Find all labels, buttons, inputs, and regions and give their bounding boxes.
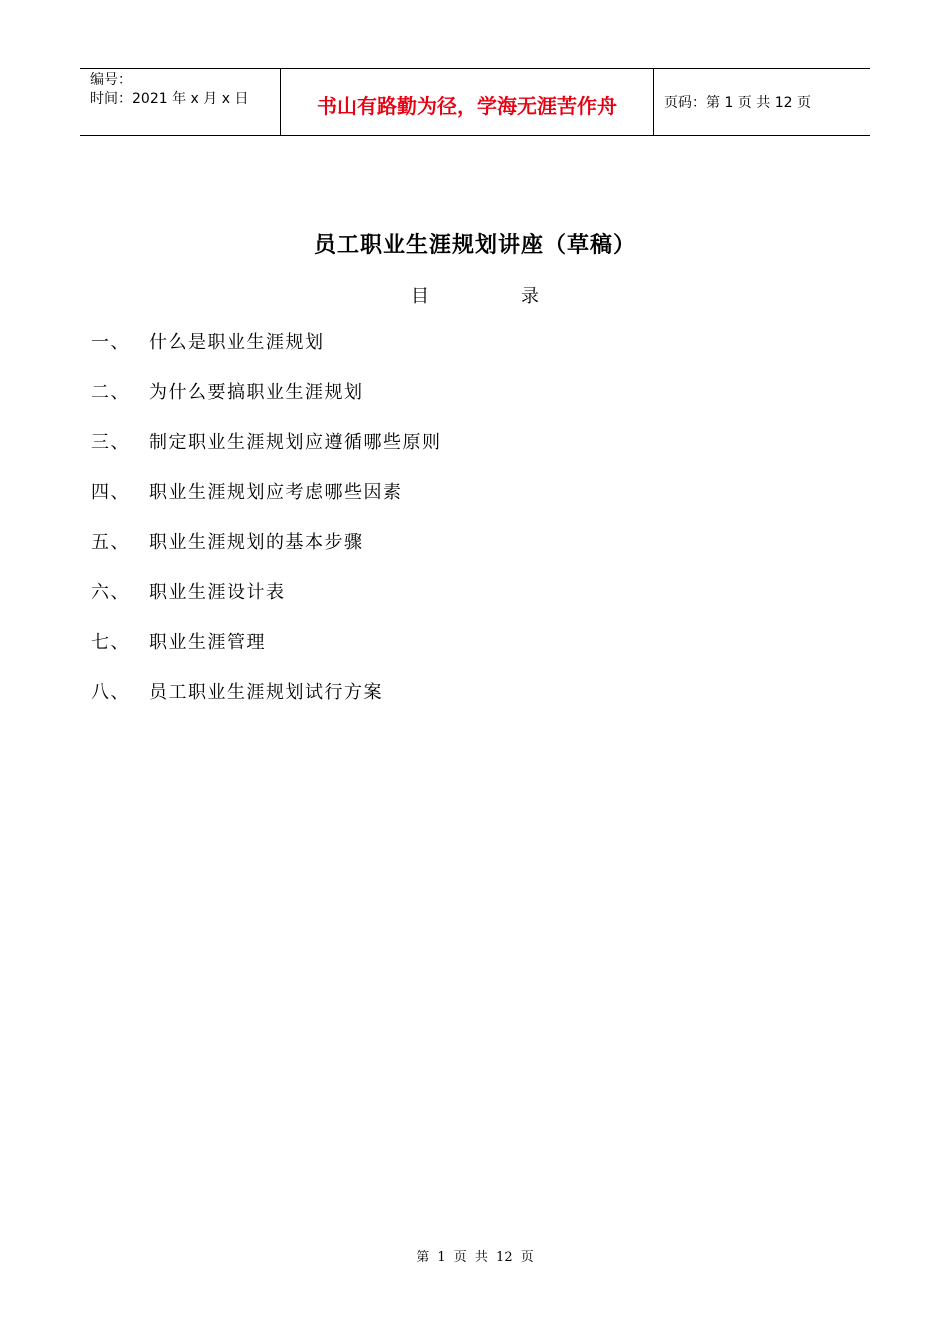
header-motto: 书山有路勤为径，学海无涯苦作舟	[317, 93, 617, 118]
header-page-info: 页码：第 1 页 共 12 页	[664, 95, 811, 111]
toc-item-number: 八、	[91, 682, 130, 703]
page-header	[80, 68, 870, 136]
toc-item	[91, 378, 442, 428]
toc-item-number: 三、	[91, 432, 130, 453]
toc-heading-char-1: 目	[411, 286, 429, 307]
toc-item	[91, 628, 442, 678]
toc-item-text: 为什么要搞职业生涯规划	[149, 382, 364, 403]
table-of-contents	[91, 328, 442, 728]
page-footer: 第 1 页 共 12 页	[416, 1250, 534, 1265]
toc-item-number: 五、	[91, 532, 130, 553]
document-number-label: 编号：	[90, 72, 132, 88]
toc-item-text: 职业生涯设计表	[149, 582, 286, 603]
toc-item-text: 职业生涯管理	[149, 632, 266, 653]
toc-item-text: 制定职业生涯规划应遵循哪些原则	[149, 432, 442, 453]
toc-item	[91, 678, 442, 728]
header-page-cell	[654, 69, 870, 135]
header-motto-cell	[281, 69, 654, 135]
toc-item-text: 员工职业生涯规划试行方案	[149, 682, 383, 703]
toc-item-text: 职业生涯规划应考虑哪些因素	[149, 482, 403, 503]
toc-item	[91, 478, 442, 528]
toc-item-text: 什么是职业生涯规划	[149, 332, 325, 353]
header-meta-cell	[80, 69, 281, 135]
toc-item	[91, 578, 442, 628]
toc-item	[91, 328, 442, 378]
toc-item-number: 二、	[91, 382, 130, 403]
toc-item-number: 七、	[91, 632, 130, 653]
toc-item-number: 一、	[91, 332, 130, 353]
toc-item	[91, 428, 442, 478]
toc-item-text: 职业生涯规划的基本步骤	[149, 532, 364, 553]
toc-item	[91, 528, 442, 578]
toc-item-number: 四、	[91, 482, 130, 503]
document-time-label: 时间：2021 年 x 月 x 日	[90, 91, 249, 107]
toc-heading-char-2: 录	[521, 286, 539, 307]
toc-item-number: 六、	[91, 582, 130, 603]
document-title: 员工职业生涯规划讲座（草稿）	[313, 232, 636, 258]
